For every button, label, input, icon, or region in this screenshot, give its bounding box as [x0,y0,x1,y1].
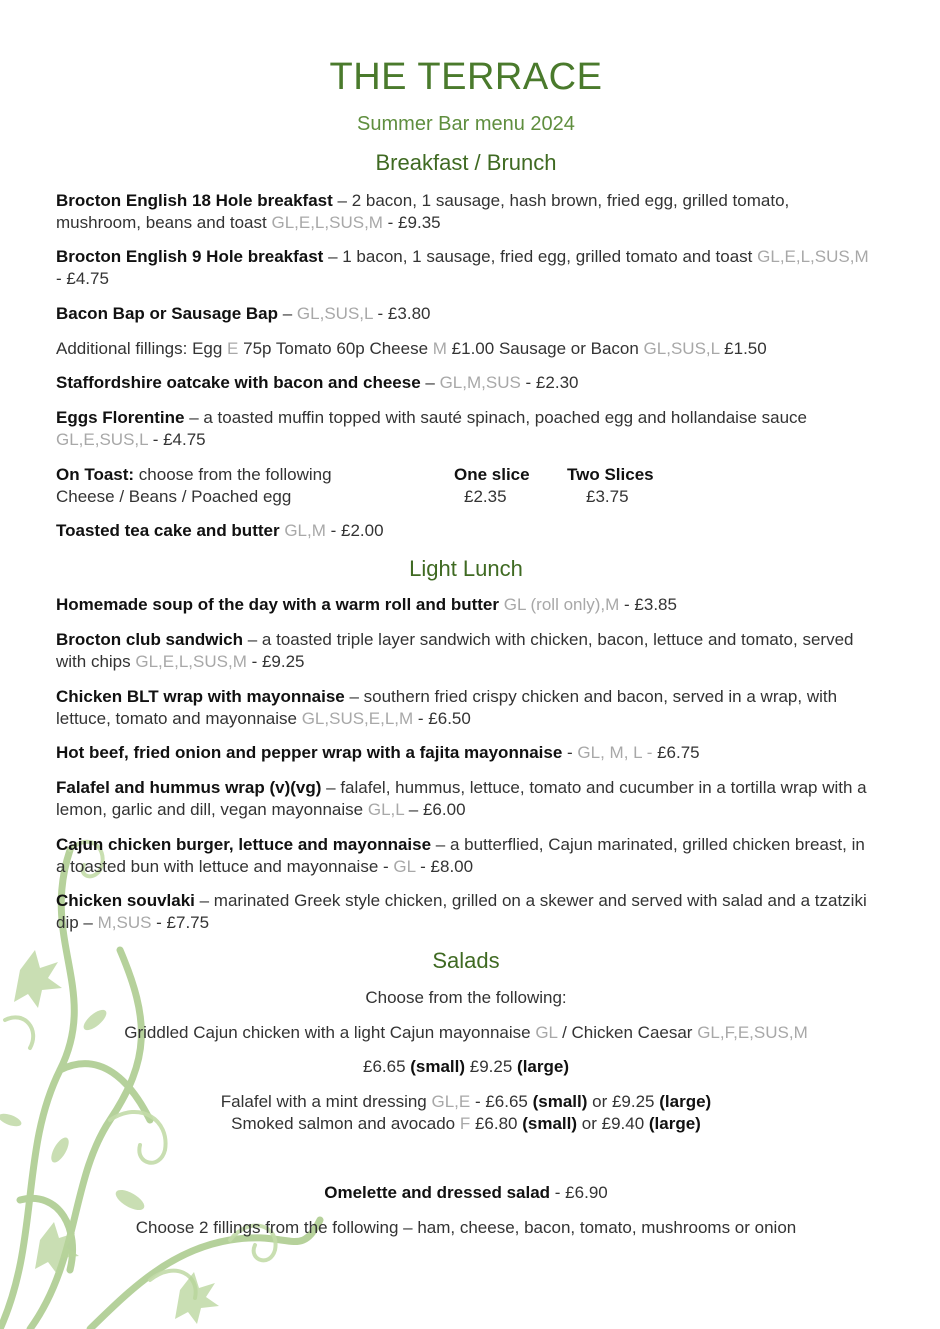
item-name: Bacon Bap or Sausage Bap [56,304,279,323]
item-allergens: GL,SUS,E,L,M [301,709,414,728]
salad-price-line [56,1056,876,1078]
item-price: 75p Tomato 60p Cheese [238,339,433,358]
item-name: On Toast: [56,465,135,484]
page-title: THE TERRACE [329,56,603,98]
item-price: - £2.30 [520,373,579,392]
menu-item [56,686,876,730]
item-allergens: GL (roll only),M [503,595,620,614]
size-label: (large) [659,1092,712,1111]
item-name: Brocton English 18 Hole breakfast [56,191,333,210]
item-desc: – 1 bacon, 1 sausage, fried egg, grilled tomato and toast [323,247,758,266]
fillings-label: Additional fillings: Egg [56,339,228,358]
salad-line [56,1022,876,1044]
omelette-fillings: Choose 2 fillings from the following – ham, cheese, bacon, tomato, mushrooms or onion [135,1218,797,1237]
menu-item [56,777,876,821]
item-price: - £4.75 [147,430,206,449]
item-allergens: GL,SUS,L [296,304,373,323]
item-name: Falafel and hummus wrap (v)(vg) [56,778,322,797]
item-price: £1.50 [719,339,767,358]
salad-text: / Chicken Caesar [557,1023,698,1042]
item-desc: – southern fried crispy chicken and bacon, served in a wrap, with lettuce, tomato and mayonnaise [56,687,838,728]
menu-item [56,890,876,934]
menu-item [56,742,876,764]
one-slice-price: £2.35 [464,487,507,506]
item-price: - £3.85 [619,595,677,614]
section-heading-salads: Salads [432,948,500,973]
item-allergens: M,SUS [97,913,152,932]
item-price: £1.00 Sausage or Bacon [446,339,644,358]
item-desc: – a butterflied, Cajun marinated, grilled chicken breast, in a toasted bun with lettuce and mayonnaise - [56,835,865,876]
item-allergens: GL [535,1023,558,1042]
item-price: £6.65 [362,1057,411,1076]
item-price: - £3.80 [372,304,431,323]
item-price: - £2.00 [325,521,384,540]
item-price: - £7.75 [151,913,210,932]
one-slice-label: One slice [454,465,530,484]
toast-options: Cheese / Beans / Poached egg [56,487,292,506]
menu-item [56,520,876,542]
menu-item [56,190,876,234]
size-label: (small) [532,1092,588,1111]
salad-text: Griddled Cajun chicken with a light Cajun mayonnaise [124,1023,536,1042]
item-allergens: GL,M,SUS [439,373,521,392]
item-desc: choose from the following [134,465,332,484]
item-price: - £6.50 [413,709,471,728]
size-label: (small) [522,1114,578,1133]
salad-text: Falafel with a mint dressing [220,1092,432,1111]
omelette-item [56,1182,876,1204]
item-name: Chicken BLT wrap with mayonnaise [56,687,345,706]
item-price: £9.25 [465,1057,518,1076]
item-allergens: GL,F,E,SUS,M [697,1023,808,1042]
section-heading-breakfast: Breakfast / Brunch [375,150,557,175]
size-label: (large) [517,1057,570,1076]
two-slices-label: Two Slices [567,465,654,484]
item-name: Brocton club sandwich [56,630,244,649]
item-price: £6.75 [652,743,700,762]
menu-item [56,303,876,325]
item-price: £6.80 [470,1114,523,1133]
item-price: or £9.40 [577,1114,649,1133]
item-name: Staffordshire oatcake with bacon and cheese [56,373,421,392]
size-label: (large) [648,1114,701,1133]
item-desc: – a toasted triple layer sandwich with chicken, bacon, lettuce and tomato, served with chips [56,630,854,671]
item-allergens: GL,SUS,L [643,339,720,358]
item-allergens: GL,E,L,SUS,M [271,213,383,232]
item-allergens: GL,L [367,800,405,819]
section-heading-lunch: Light Lunch [409,556,523,581]
item-allergens: GL,E [431,1092,471,1111]
item-name: Eggs Florentine [56,408,185,427]
menu-item [56,629,876,673]
menu-item [56,372,876,394]
item-desc: – [278,304,297,323]
item-name: Omelette and dressed salad [324,1183,551,1202]
page-subtitle: Summer Bar menu 2024 [357,113,575,135]
item-price: - £9.35 [382,213,441,232]
salad-line [56,1113,876,1135]
item-allergens: GL,E,L,SUS,M [757,247,869,266]
additional-fillings [56,338,876,360]
item-allergens: GL, M, L - [577,743,653,762]
item-desc: - [562,743,578,762]
item-name: Toasted tea cake and butter [56,521,280,540]
salad-text: Smoked salmon and avocado [231,1114,460,1133]
menu-item [56,834,876,878]
item-allergens: M [432,339,447,358]
item-name: Chicken souvlaki [56,891,195,910]
menu-item [56,594,876,616]
item-name: Homemade soup of the day with a warm roll and butter [56,595,500,614]
salads-choose: Choose from the following: [365,988,567,1007]
item-desc: – marinated Greek style chicken, grilled on a skewer and served with salad and a tzatziki dip – [56,891,867,932]
item-desc: – [420,373,440,392]
item-name: Cajun chicken burger, lettuce and mayonnaise [56,835,432,854]
salad-line [56,1091,876,1113]
item-allergens: F [459,1114,471,1133]
item-price: - £8.00 [415,857,474,876]
item-allergens: E [227,339,239,358]
item-allergens: GL [393,857,416,876]
item-desc: – a toasted muffin topped with sauté spinach, poached egg and hollandaise sauce [184,408,807,427]
item-desc: – 2 bacon, 1 sausage, hash brown, fried egg, grilled tomato, mushroom, beans and toast [56,191,790,232]
menu-item [56,246,876,290]
item-allergens: GL,M [284,521,326,540]
item-price: - £6.90 [550,1183,608,1202]
item-name: Hot beef, fried onion and pepper wrap with a fajita mayonnaise [56,743,563,762]
item-allergens: GL,E,SUS,L [56,430,148,449]
item-price: or £9.25 [587,1092,660,1111]
item-desc: – falafel, hummus, lettuce, tomato and cucumber in a tortilla wrap with a lemon, garlic and dill, vegan mayonnaise [56,778,867,819]
item-price: - £9.25 [246,652,305,671]
item-allergens: GL,E,L,SUS,M [135,652,247,671]
menu-item [56,407,876,451]
item-price: - £6.65 [470,1092,533,1111]
item-price: - £4.75 [56,269,109,288]
item-name: Brocton English 9 Hole breakfast [56,247,324,266]
item-price: – £6.00 [404,800,466,819]
size-label: (small) [410,1057,466,1076]
two-slices-price: £3.75 [586,487,629,506]
